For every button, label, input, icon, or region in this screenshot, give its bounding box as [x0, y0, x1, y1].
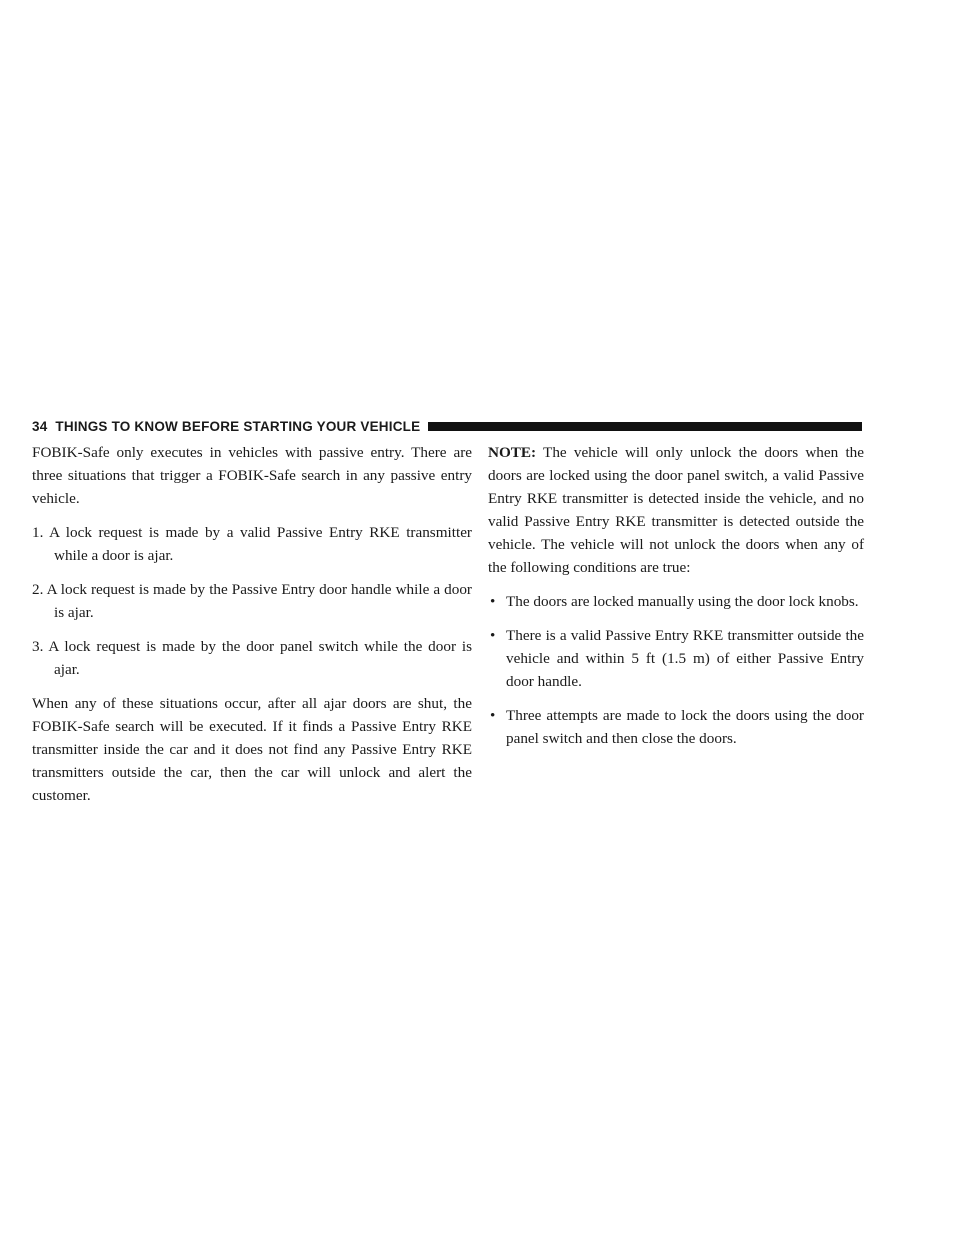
section-title: THINGS TO KNOW BEFORE STARTING YOUR VEHICLE	[55, 418, 421, 434]
list-item: 3. A lock request is made by the door panel switch while the door is ajar.	[32, 638, 472, 678]
list-item: 2. A lock request is made by the Passive Entry door handle while a door is ajar.	[32, 581, 472, 621]
right-column	[488, 441, 864, 761]
note-text: The vehicle will only unlock the doors when the doors are locked using the door panel switch, a valid Passive Entry RKE transmitter is detected inside the vehicle, and no valid Passive Entry RKE transmitter is detected outside the vehicle. The vehicle will not unlock the doors when any of the following conditions are true:	[488, 444, 864, 576]
closing-paragraph: When any of these situations occur, after all ajar doors are shut, the FOBIK-Safe search will be executed. If it finds a Passive Entry RKE transmitter inside the car and it does not find any Passive Entry RKE transmitters outside the car, then the car will unlock and alert the customer.	[32, 695, 472, 804]
bullet-text: The doors are locked manually using the door lock knobs.	[506, 593, 859, 610]
list-item	[488, 704, 864, 750]
bullet-icon: •	[490, 707, 496, 724]
note-label: NOTE:	[488, 444, 537, 461]
bullet-text: There is a valid Passive Entry RKE transmitter outside the vehicle and within 5 ft (1.5 m) of either Passive Entry door handle.	[506, 627, 864, 690]
list-item: 1. A lock request is made by a valid Passive Entry RKE transmitter while a door is ajar.	[32, 524, 472, 564]
page-header	[32, 416, 862, 436]
note-paragraph	[488, 441, 864, 579]
list-item	[488, 590, 864, 613]
bullet-icon: •	[490, 627, 496, 644]
left-column	[32, 441, 472, 818]
bullet-text: Three attempts are made to lock the doors using the door panel switch and then close the doors.	[506, 707, 864, 747]
page-number: 34	[32, 418, 48, 434]
intro-paragraph: FOBIK-Safe only executes in vehicles with passive entry. There are three situations that trigger a FOBIK-Safe search in any passive entry vehicle.	[32, 444, 472, 507]
header-rule	[428, 422, 862, 431]
bullet-icon: •	[490, 593, 496, 610]
list-item	[488, 624, 864, 693]
